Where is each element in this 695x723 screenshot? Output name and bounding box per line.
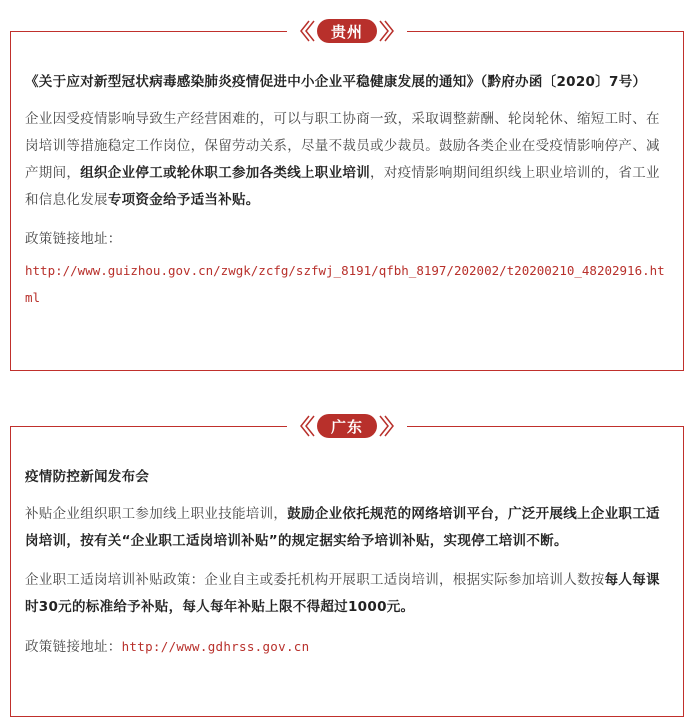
link-label: 政策链接地址： bbox=[25, 639, 122, 655]
card-content bbox=[25, 70, 669, 311]
guizhou-policy-card bbox=[10, 22, 684, 371]
policy-link[interactable]: http://www.guizhou.gov.cn/zwgk/zcfg/szfwj_8191/qfbh_8197/202002/t20200210_48202916.html bbox=[25, 263, 665, 305]
text-run: 企业职工适岗培训补贴政策：企业自主或委托机构开展职工适岗培训，根据实际参加培训人数按 bbox=[25, 572, 605, 588]
policy-paragraph bbox=[25, 567, 669, 621]
guangdong-policy-card bbox=[10, 417, 684, 717]
link-row bbox=[25, 633, 669, 661]
policy-paragraph bbox=[25, 501, 669, 555]
left-bracket-icon bbox=[297, 414, 315, 438]
policy-title: 《关于应对新型冠状病毒感染肺炎疫情促进中小企业平稳健康发展的通知》（黔府办函〔2020〕7号） bbox=[25, 74, 647, 90]
highlight-text: 每人每课时30元的标准给予补贴，每人每年补贴上限不得超过1000元。 bbox=[25, 572, 660, 615]
policy-title: 疫情防控新闻发布会 bbox=[25, 469, 150, 485]
text-run: 补贴企业组织职工参加线上职业技能培训， bbox=[25, 506, 288, 522]
region-label: 广东 bbox=[317, 414, 377, 438]
left-bracket-icon bbox=[297, 19, 315, 43]
text-run: ，对疫情影响期间组织线上职业培训的，省工业和信息化发展 bbox=[25, 165, 660, 208]
highlight-text: 专项资金给予适当补贴。 bbox=[107, 192, 260, 208]
region-label: 贵州 bbox=[317, 19, 377, 43]
right-bracket-icon bbox=[379, 19, 397, 43]
card-content bbox=[25, 465, 669, 661]
policy-paragraph bbox=[25, 106, 669, 214]
section-header bbox=[11, 14, 683, 48]
highlight-text: 组织企业停工或轮休职工参加各类线上职业培训 bbox=[80, 165, 371, 181]
section-header bbox=[11, 409, 683, 443]
text-run: 企业因受疫情影响导致生产经营困难的，可以与职工协商一致，采取调整薪酬、轮岗轮休、缩短工时、在岗培训等措施稳定工作岗位，保留劳动关系，尽量不裁员或少裁员。鼓励各类企业在受疫情影响停产、减产期间， bbox=[25, 111, 660, 181]
highlight-text: 鼓励企业依托规范的网络培训平台，广泛开展线上企业职工适岗培训，按有关“企业职工适岗培训补贴”的规定据实给予培训补贴，实现停工培训不断。 bbox=[25, 506, 660, 549]
right-bracket-icon bbox=[379, 414, 397, 438]
region-tab bbox=[287, 411, 407, 441]
link-label: 政策链接地址： bbox=[25, 231, 122, 247]
region-tab bbox=[287, 16, 407, 46]
policy-link[interactable]: http://www.gdhrss.gov.cn bbox=[121, 639, 310, 654]
